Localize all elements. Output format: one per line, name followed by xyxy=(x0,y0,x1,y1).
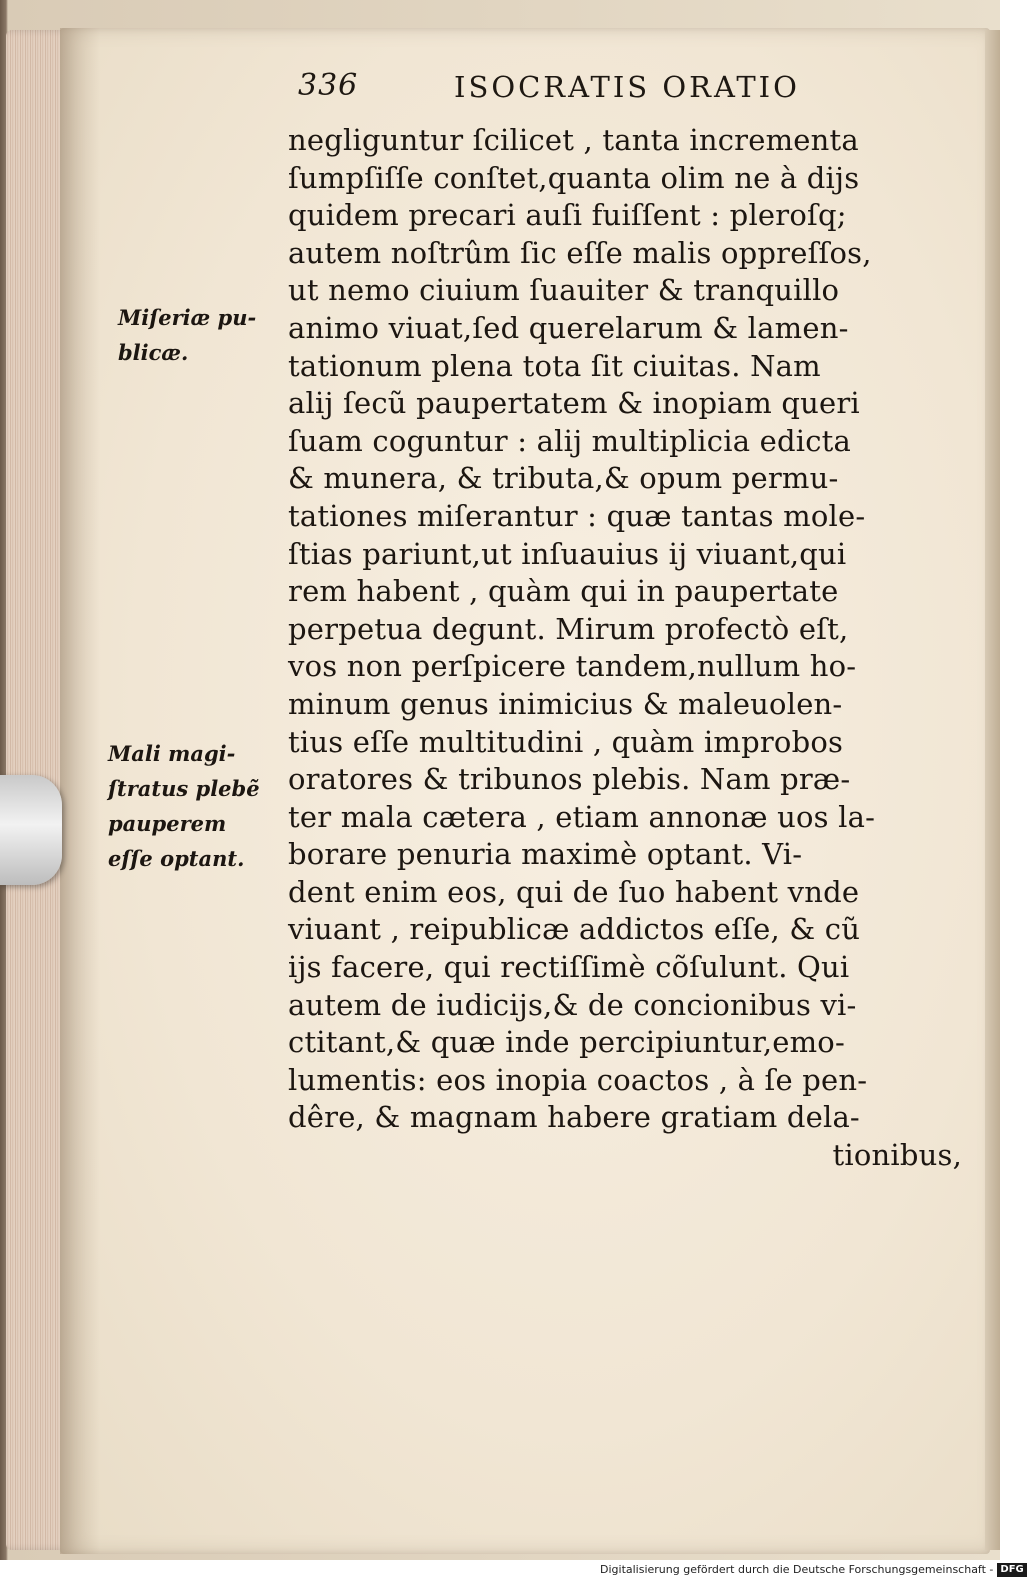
digitization-credit xyxy=(600,1561,1024,1579)
text-line: quidem precari auſi fuiſſent : pleroſq; xyxy=(288,198,847,233)
text-line: viuant , reipublicæ addictos eſſe, & cũ xyxy=(288,912,861,947)
text-line: ctitant,& quæ inde percipiuntur,emo- xyxy=(288,1025,845,1060)
margin-note-line: Miſeriæ pu- xyxy=(118,305,257,330)
text-line: vos non perſpicere tandem,nullum ho- xyxy=(288,649,857,684)
text-line: ut nemo ciuium ſuauiter & tranquillo xyxy=(288,273,840,308)
text-line: lumentis: eos inopia coactos , à ſe pen- xyxy=(288,1062,868,1097)
page-clip xyxy=(0,775,62,885)
text-line: tionibus, xyxy=(832,1138,962,1173)
margin-note-line: eſſe optant. xyxy=(108,846,245,871)
text-line: ter mala cætera , etiam annonæ uos la- xyxy=(288,799,876,834)
page-header xyxy=(298,66,878,110)
text-line: & munera, & tributa,& opum permu- xyxy=(288,461,839,496)
text-line: ſumpſiſſe conſtet,quanta olim ne à dijs xyxy=(288,160,860,195)
text-line: borare penuria maximè optant. Vi- xyxy=(288,837,803,872)
margin-note-miseriae xyxy=(118,300,256,370)
text-line: rem habent , quàm qui in paupertate xyxy=(288,574,839,609)
margin-note-mali-magistratus xyxy=(108,736,260,876)
text-line: ſuam coguntur : alij multiplicia edicta xyxy=(288,423,851,458)
text-line: tius eſſe multitudini , quàm improbos xyxy=(288,724,844,759)
text-line: alij ſecũ paupertatem & inopiam queri xyxy=(288,386,860,421)
text-line: autem de iudicijs,& de concionibus vi- xyxy=(288,987,857,1022)
margin-note-line: blicæ. xyxy=(118,340,189,365)
dfg-logo: DFG xyxy=(997,1563,1026,1577)
text-line: autem noſtrûm ſic eſſe malis oppreſſos, xyxy=(288,235,872,270)
body-text xyxy=(288,122,962,1175)
right-page-edge xyxy=(985,30,1000,1550)
text-line: minum genus inimicius & maleuolen- xyxy=(288,686,843,721)
text-line: tationum plena tota ſit ciuitas. Nam xyxy=(288,348,821,383)
text-line: tationes miſerantur : quæ tantas mole- xyxy=(288,498,866,533)
text-line: ijs facere, qui rectiſſimè cõſulunt. Qui xyxy=(288,950,850,985)
margin-note-line: pauperem xyxy=(108,811,227,836)
running-title: ISOCRATIS ORATIO xyxy=(454,70,800,104)
text-line: perpetua degunt. Mirum profectò eſt, xyxy=(288,611,849,646)
text-line: negliguntur ſcilicet , tanta incrementa xyxy=(288,123,859,157)
page-number: 336 xyxy=(298,68,359,103)
text-line: animo viuat,ſed querelarum & lamen- xyxy=(288,310,849,345)
credit-text: Digitalisierung gefördert durch die Deutsche Forschungsgemeinschaft - xyxy=(600,1563,994,1576)
margin-note-line: Mali magi- xyxy=(108,741,236,766)
text-line: dent enim eos, qui de ſuo habent vnde xyxy=(288,874,860,909)
gutter-shadow xyxy=(60,28,100,1554)
text-line: ſtias pariunt,ut inſuauius ij viuant,qui xyxy=(288,536,847,571)
margin-note-line: ſtratus plebẽ xyxy=(108,776,260,801)
text-line: dêre, & magnam habere gratiam dela- xyxy=(288,1100,860,1135)
text-line: oratores & tribunos plebis. Nam præ- xyxy=(288,762,851,797)
